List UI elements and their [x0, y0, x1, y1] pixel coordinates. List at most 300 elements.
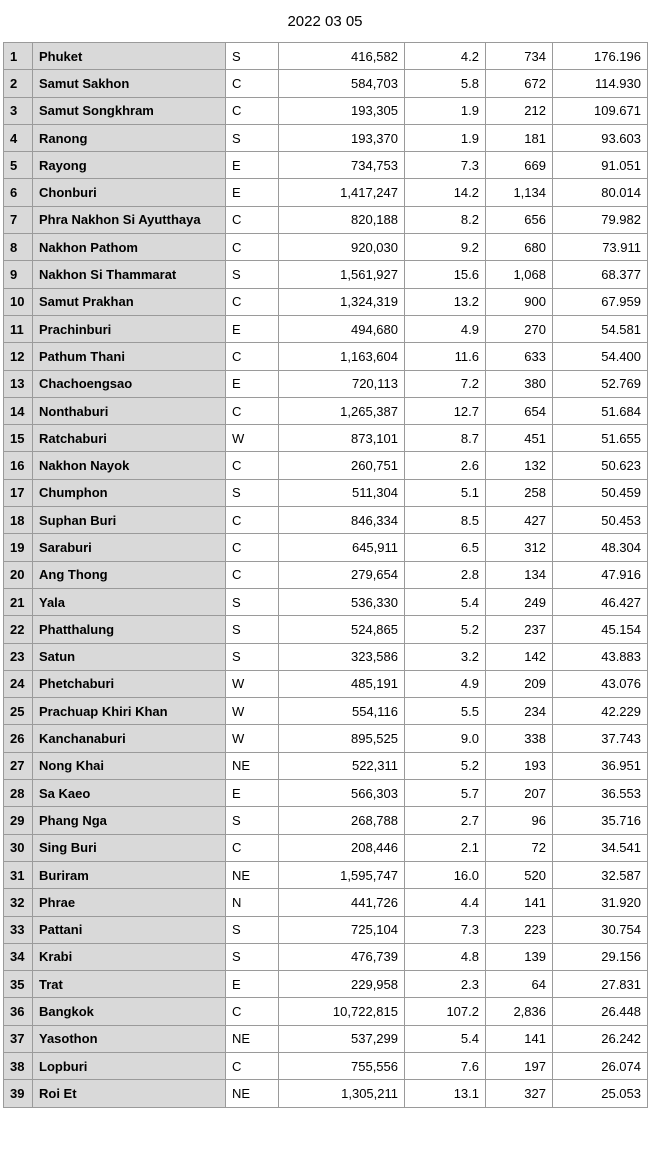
share-cell: 5.1	[405, 479, 486, 506]
population-cell: 1,163,604	[279, 343, 405, 370]
share-cell: 5.5	[405, 698, 486, 725]
share-cell: 2.6	[405, 452, 486, 479]
province-cell: Roi Et	[33, 1080, 226, 1107]
table-row	[4, 861, 648, 888]
province-cell: Trat	[33, 971, 226, 998]
region-cell: C	[226, 452, 279, 479]
share-cell: 107.2	[405, 998, 486, 1025]
cases-cell: 134	[486, 561, 553, 588]
share-cell: 5.2	[405, 752, 486, 779]
rank-cell: 23	[4, 643, 33, 670]
rank-cell: 8	[4, 234, 33, 261]
table-row	[4, 1025, 648, 1052]
rank-cell: 25	[4, 698, 33, 725]
population-cell: 755,556	[279, 1052, 405, 1079]
province-cell: Phetchaburi	[33, 670, 226, 697]
cases-cell: 193	[486, 752, 553, 779]
rank-cell: 3	[4, 97, 33, 124]
province-cell: Suphan Buri	[33, 507, 226, 534]
rate-cell: 42.229	[553, 698, 648, 725]
cases-cell: 141	[486, 889, 553, 916]
table-row	[4, 70, 648, 97]
rate-cell: 50.459	[553, 479, 648, 506]
province-cell: Bangkok	[33, 998, 226, 1025]
region-cell: C	[226, 70, 279, 97]
rate-cell: 109.671	[553, 97, 648, 124]
rate-cell: 26.448	[553, 998, 648, 1025]
region-cell: S	[226, 916, 279, 943]
population-cell: 536,330	[279, 588, 405, 615]
rate-cell: 43.883	[553, 643, 648, 670]
cases-cell: 270	[486, 315, 553, 342]
cases-cell: 237	[486, 616, 553, 643]
population-cell: 229,958	[279, 971, 405, 998]
rank-cell: 9	[4, 261, 33, 288]
rank-cell: 13	[4, 370, 33, 397]
region-cell: N	[226, 889, 279, 916]
share-cell: 9.2	[405, 234, 486, 261]
rank-cell: 14	[4, 397, 33, 424]
province-cell: Samut Songkhram	[33, 97, 226, 124]
cases-cell: 197	[486, 1052, 553, 1079]
rank-cell: 33	[4, 916, 33, 943]
table-row	[4, 752, 648, 779]
table-row	[4, 643, 648, 670]
population-cell: 441,726	[279, 889, 405, 916]
population-cell: 566,303	[279, 780, 405, 807]
rate-cell: 46.427	[553, 588, 648, 615]
region-cell: NE	[226, 861, 279, 888]
rank-cell: 24	[4, 670, 33, 697]
population-cell: 1,595,747	[279, 861, 405, 888]
rate-cell: 35.716	[553, 807, 648, 834]
region-cell: S	[226, 943, 279, 970]
rate-cell: 36.951	[553, 752, 648, 779]
rank-cell: 21	[4, 588, 33, 615]
cases-cell: 139	[486, 943, 553, 970]
rank-cell: 12	[4, 343, 33, 370]
rate-cell: 176.196	[553, 43, 648, 70]
region-cell: W	[226, 725, 279, 752]
share-cell: 9.0	[405, 725, 486, 752]
province-cell: Phrae	[33, 889, 226, 916]
rate-cell: 37.743	[553, 725, 648, 752]
cases-cell: 680	[486, 234, 553, 261]
cases-cell: 633	[486, 343, 553, 370]
province-cell: Rayong	[33, 152, 226, 179]
rate-cell: 91.051	[553, 152, 648, 179]
cases-cell: 654	[486, 397, 553, 424]
table-row	[4, 97, 648, 124]
province-cell: Yala	[33, 588, 226, 615]
cases-cell: 141	[486, 1025, 553, 1052]
table-row	[4, 725, 648, 752]
share-cell: 1.9	[405, 97, 486, 124]
rank-cell: 22	[4, 616, 33, 643]
region-cell: C	[226, 561, 279, 588]
region-cell: NE	[226, 752, 279, 779]
share-cell: 7.6	[405, 1052, 486, 1079]
population-cell: 208,446	[279, 834, 405, 861]
province-cell: Chumphon	[33, 479, 226, 506]
share-cell: 4.2	[405, 43, 486, 70]
region-cell: S	[226, 807, 279, 834]
rate-cell: 31.920	[553, 889, 648, 916]
rate-cell: 52.769	[553, 370, 648, 397]
table-row	[4, 288, 648, 315]
cases-cell: 64	[486, 971, 553, 998]
share-cell: 7.2	[405, 370, 486, 397]
cases-cell: 132	[486, 452, 553, 479]
province-cell: Nakhon Si Thammarat	[33, 261, 226, 288]
province-cell: Buriram	[33, 861, 226, 888]
rate-cell: 26.074	[553, 1052, 648, 1079]
table-row	[4, 670, 648, 697]
province-cell: Nong Khai	[33, 752, 226, 779]
rate-cell: 26.242	[553, 1025, 648, 1052]
rate-cell: 32.587	[553, 861, 648, 888]
table-row	[4, 1052, 648, 1079]
share-cell: 5.2	[405, 616, 486, 643]
population-cell: 1,561,927	[279, 261, 405, 288]
table-row	[4, 315, 648, 342]
share-cell: 12.7	[405, 397, 486, 424]
table-row	[4, 807, 648, 834]
province-cell: Nakhon Nayok	[33, 452, 226, 479]
table-row	[4, 507, 648, 534]
cases-cell: 212	[486, 97, 553, 124]
province-cell: Nakhon Pathom	[33, 234, 226, 261]
cases-cell: 2,836	[486, 998, 553, 1025]
share-cell: 4.4	[405, 889, 486, 916]
rate-cell: 36.553	[553, 780, 648, 807]
share-cell: 4.8	[405, 943, 486, 970]
cases-cell: 234	[486, 698, 553, 725]
rank-cell: 18	[4, 507, 33, 534]
province-cell: Samut Prakhan	[33, 288, 226, 315]
region-cell: C	[226, 534, 279, 561]
cases-cell: 96	[486, 807, 553, 834]
share-cell: 3.2	[405, 643, 486, 670]
rate-cell: 67.959	[553, 288, 648, 315]
region-cell: S	[226, 479, 279, 506]
share-cell: 5.7	[405, 780, 486, 807]
share-cell: 5.4	[405, 1025, 486, 1052]
share-cell: 11.6	[405, 343, 486, 370]
table-row	[4, 698, 648, 725]
cases-cell: 672	[486, 70, 553, 97]
rank-cell: 28	[4, 780, 33, 807]
rate-cell: 79.982	[553, 206, 648, 233]
region-cell: C	[226, 97, 279, 124]
rank-cell: 5	[4, 152, 33, 179]
population-cell: 268,788	[279, 807, 405, 834]
population-cell: 1,417,247	[279, 179, 405, 206]
share-cell: 4.9	[405, 315, 486, 342]
rank-cell: 37	[4, 1025, 33, 1052]
table-row	[4, 998, 648, 1025]
province-cell: Kanchanaburi	[33, 725, 226, 752]
population-cell: 725,104	[279, 916, 405, 943]
region-cell: W	[226, 670, 279, 697]
table-row	[4, 916, 648, 943]
table-row	[4, 1080, 648, 1107]
share-cell: 1.9	[405, 124, 486, 151]
rank-cell: 39	[4, 1080, 33, 1107]
cases-cell: 1,068	[486, 261, 553, 288]
rank-cell: 35	[4, 971, 33, 998]
rank-cell: 4	[4, 124, 33, 151]
cases-cell: 327	[486, 1080, 553, 1107]
share-cell: 8.5	[405, 507, 486, 534]
table-row	[4, 889, 648, 916]
region-cell: NE	[226, 1025, 279, 1052]
population-cell: 476,739	[279, 943, 405, 970]
region-cell: W	[226, 698, 279, 725]
region-cell: E	[226, 971, 279, 998]
province-cell: Krabi	[33, 943, 226, 970]
population-cell: 522,311	[279, 752, 405, 779]
table-row	[4, 343, 648, 370]
rate-cell: 25.053	[553, 1080, 648, 1107]
region-cell: S	[226, 261, 279, 288]
share-cell: 13.2	[405, 288, 486, 315]
table-row	[4, 452, 648, 479]
share-cell: 2.8	[405, 561, 486, 588]
cases-cell: 209	[486, 670, 553, 697]
rate-cell: 93.603	[553, 124, 648, 151]
population-cell: 554,116	[279, 698, 405, 725]
province-cell: Pathum Thani	[33, 343, 226, 370]
rate-cell: 34.541	[553, 834, 648, 861]
table-row	[4, 179, 648, 206]
region-cell: C	[226, 397, 279, 424]
cases-cell: 427	[486, 507, 553, 534]
region-cell: C	[226, 998, 279, 1025]
population-cell: 279,654	[279, 561, 405, 588]
table-row	[4, 370, 648, 397]
table-row	[4, 943, 648, 970]
province-cell: Yasothon	[33, 1025, 226, 1052]
region-cell: E	[226, 315, 279, 342]
table-row	[4, 616, 648, 643]
rate-cell: 30.754	[553, 916, 648, 943]
province-cell: Prachinburi	[33, 315, 226, 342]
cases-cell: 669	[486, 152, 553, 179]
region-cell: E	[226, 370, 279, 397]
rank-cell: 38	[4, 1052, 33, 1079]
rate-cell: 54.400	[553, 343, 648, 370]
rank-cell: 26	[4, 725, 33, 752]
rate-cell: 51.684	[553, 397, 648, 424]
region-cell: C	[226, 288, 279, 315]
table-row	[4, 425, 648, 452]
population-cell: 584,703	[279, 70, 405, 97]
province-cell: Lopburi	[33, 1052, 226, 1079]
rank-cell: 36	[4, 998, 33, 1025]
cases-cell: 380	[486, 370, 553, 397]
share-cell: 15.6	[405, 261, 486, 288]
share-cell: 2.3	[405, 971, 486, 998]
rate-cell: 50.623	[553, 452, 648, 479]
rate-cell: 29.156	[553, 943, 648, 970]
rate-cell: 47.916	[553, 561, 648, 588]
cases-cell: 181	[486, 124, 553, 151]
share-cell: 14.2	[405, 179, 486, 206]
region-cell: S	[226, 616, 279, 643]
rank-cell: 19	[4, 534, 33, 561]
region-cell: E	[226, 179, 279, 206]
region-cell: S	[226, 124, 279, 151]
population-cell: 1,265,387	[279, 397, 405, 424]
rate-cell: 48.304	[553, 534, 648, 561]
share-cell: 5.4	[405, 588, 486, 615]
province-cell: Saraburi	[33, 534, 226, 561]
region-cell: C	[226, 507, 279, 534]
cases-cell: 338	[486, 725, 553, 752]
cases-cell: 142	[486, 643, 553, 670]
cases-cell: 258	[486, 479, 553, 506]
rank-cell: 15	[4, 425, 33, 452]
province-cell: Phang Nga	[33, 807, 226, 834]
rate-cell: 80.014	[553, 179, 648, 206]
region-cell: S	[226, 43, 279, 70]
province-cell: Nonthaburi	[33, 397, 226, 424]
region-cell: E	[226, 780, 279, 807]
rate-cell: 43.076	[553, 670, 648, 697]
table-row	[4, 534, 648, 561]
cases-cell: 656	[486, 206, 553, 233]
province-cell: Phra Nakhon Si Ayutthaya	[33, 206, 226, 233]
province-cell: Ratchaburi	[33, 425, 226, 452]
rank-cell: 20	[4, 561, 33, 588]
rank-cell: 11	[4, 315, 33, 342]
province-cell: Samut Sakhon	[33, 70, 226, 97]
rate-cell: 114.930	[553, 70, 648, 97]
cases-cell: 72	[486, 834, 553, 861]
population-cell: 193,370	[279, 124, 405, 151]
table-row	[4, 261, 648, 288]
province-cell: Pattani	[33, 916, 226, 943]
rate-cell: 50.453	[553, 507, 648, 534]
region-cell: C	[226, 343, 279, 370]
rate-cell: 45.154	[553, 616, 648, 643]
rank-cell: 16	[4, 452, 33, 479]
share-cell: 2.1	[405, 834, 486, 861]
region-cell: S	[226, 588, 279, 615]
cases-cell: 207	[486, 780, 553, 807]
region-cell: NE	[226, 1080, 279, 1107]
province-cell: Ranong	[33, 124, 226, 151]
province-cell: Prachuap Khiri Khan	[33, 698, 226, 725]
rank-cell: 17	[4, 479, 33, 506]
rate-cell: 51.655	[553, 425, 648, 452]
table-row	[4, 152, 648, 179]
region-cell: W	[226, 425, 279, 452]
population-cell: 485,191	[279, 670, 405, 697]
cases-cell: 451	[486, 425, 553, 452]
share-cell: 16.0	[405, 861, 486, 888]
region-cell: C	[226, 206, 279, 233]
population-cell: 846,334	[279, 507, 405, 534]
cases-cell: 1,134	[486, 179, 553, 206]
cases-cell: 249	[486, 588, 553, 615]
region-cell: C	[226, 234, 279, 261]
cases-cell: 900	[486, 288, 553, 315]
region-cell: E	[226, 152, 279, 179]
population-cell: 873,101	[279, 425, 405, 452]
population-cell: 193,305	[279, 97, 405, 124]
share-cell: 7.3	[405, 916, 486, 943]
province-cell: Sing Buri	[33, 834, 226, 861]
cases-cell: 312	[486, 534, 553, 561]
population-cell: 895,525	[279, 725, 405, 752]
rank-cell: 1	[4, 43, 33, 70]
table-row	[4, 43, 648, 70]
share-cell: 8.7	[405, 425, 486, 452]
population-cell: 645,911	[279, 534, 405, 561]
region-cell: S	[226, 643, 279, 670]
population-cell: 416,582	[279, 43, 405, 70]
table-body	[4, 43, 648, 1108]
table-row	[4, 834, 648, 861]
population-cell: 511,304	[279, 479, 405, 506]
population-cell: 494,680	[279, 315, 405, 342]
population-cell: 260,751	[279, 452, 405, 479]
rank-cell: 6	[4, 179, 33, 206]
share-cell: 13.1	[405, 1080, 486, 1107]
rank-cell: 30	[4, 834, 33, 861]
region-cell: C	[226, 834, 279, 861]
table-row	[4, 206, 648, 233]
share-cell: 8.2	[405, 206, 486, 233]
cases-cell: 223	[486, 916, 553, 943]
region-cell: C	[226, 1052, 279, 1079]
rank-cell: 2	[4, 70, 33, 97]
population-cell: 524,865	[279, 616, 405, 643]
population-cell: 537,299	[279, 1025, 405, 1052]
population-cell: 920,030	[279, 234, 405, 261]
province-cell: Chachoengsao	[33, 370, 226, 397]
rate-cell: 54.581	[553, 315, 648, 342]
share-cell: 5.8	[405, 70, 486, 97]
population-cell: 820,188	[279, 206, 405, 233]
province-cell: Sa Kaeo	[33, 780, 226, 807]
population-cell: 1,305,211	[279, 1080, 405, 1107]
rate-cell: 68.377	[553, 261, 648, 288]
population-cell: 323,586	[279, 643, 405, 670]
table-row	[4, 561, 648, 588]
rank-cell: 31	[4, 861, 33, 888]
rank-cell: 34	[4, 943, 33, 970]
rate-cell: 27.831	[553, 971, 648, 998]
table-row	[4, 780, 648, 807]
rate-cell: 73.911	[553, 234, 648, 261]
cases-cell: 734	[486, 43, 553, 70]
province-cell: Satun	[33, 643, 226, 670]
table-row	[4, 234, 648, 261]
table-row	[4, 397, 648, 424]
population-cell: 10,722,815	[279, 998, 405, 1025]
province-table	[3, 42, 648, 1108]
share-cell: 6.5	[405, 534, 486, 561]
rank-cell: 32	[4, 889, 33, 916]
cases-cell: 520	[486, 861, 553, 888]
population-cell: 1,324,319	[279, 288, 405, 315]
province-cell: Phuket	[33, 43, 226, 70]
table-row	[4, 588, 648, 615]
table-row	[4, 971, 648, 998]
